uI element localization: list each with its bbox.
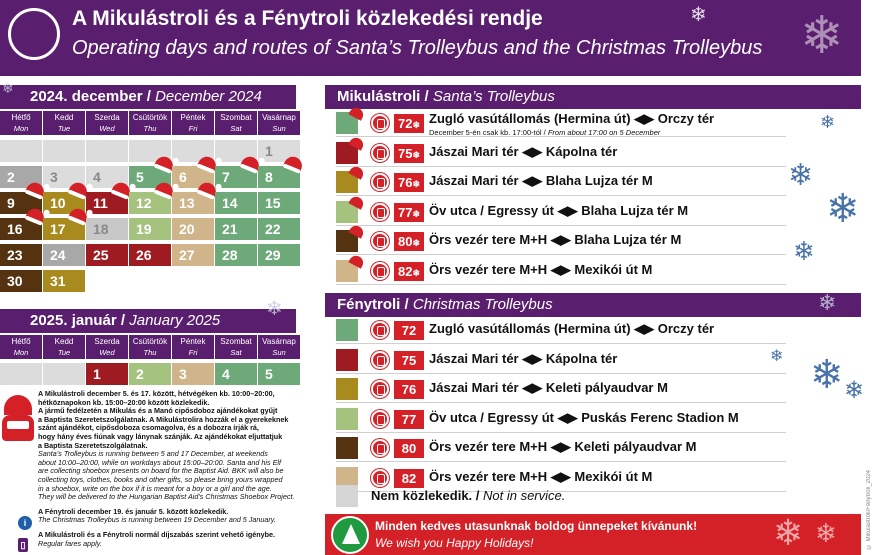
xmas-note-hu: A Fénytroli december 19. és január 5. között közlekedik. [38, 506, 229, 516]
snowflake-icon: ❄ [826, 187, 860, 231]
weekday-label: Hétfő Mon [0, 111, 42, 135]
route-number: 82❄ [394, 262, 424, 281]
calendar-day: 31 [43, 270, 85, 292]
route-row [336, 317, 786, 344]
route-number: 72 [394, 321, 424, 340]
snowflake-icon: ❄ [788, 159, 814, 192]
calendar-day: 2 [0, 166, 42, 188]
route-row [336, 406, 786, 433]
trolleybus-icon [371, 173, 389, 191]
xmas-section-title: Fénytroli / Christmas Trolleybus [325, 293, 861, 317]
route-row [336, 376, 786, 403]
route-number: 82 [394, 469, 424, 488]
route-number: 80 [394, 439, 424, 458]
route-color-swatch [336, 171, 358, 193]
calendar-day: 6 [172, 166, 214, 188]
footer-text-hu: Minden kedves utasunknak boldog ünnepeket kívánunk! [375, 519, 698, 533]
route-number: 75❄ [394, 144, 424, 163]
snowflake-icon: ❄ [2, 80, 14, 96]
calendar-day: 1 [258, 140, 300, 162]
trolleybus-icon [371, 232, 389, 250]
snowflake-icon: ❄ [770, 348, 784, 365]
footer-text-en: We wish you Happy Holidays! [375, 536, 534, 550]
route-name: Jászai Mari tér ◀▶ Kápolna tér [429, 143, 618, 159]
santa-section-title: Mikulástroli / Santa’s Trolleybus [325, 85, 861, 109]
calendar-day: 22 [258, 218, 300, 240]
calendar-day: 13 [172, 192, 214, 214]
route-name: Zugló vasútállomás (Hermina út) ◀▶ Orczy tér [429, 321, 715, 336]
route-name: Jászai Mari tér ◀▶ Kápolna tér [429, 350, 618, 366]
route-row [336, 435, 786, 462]
snowflake-icon: ❄ [820, 112, 836, 132]
route-color-swatch [336, 349, 358, 371]
calendar-day: 27 [172, 244, 214, 266]
calendar-day: 7 [215, 166, 257, 188]
weekday-label: Csütörtök Thu [129, 335, 171, 359]
weekday-label: Péntek Fri [172, 111, 214, 135]
calendar-day: 3 [43, 166, 85, 188]
route-row [336, 228, 786, 255]
route-color-swatch [336, 201, 358, 223]
calendar-empty-cell [43, 363, 85, 385]
route-number: 76 [394, 380, 424, 399]
not-in-service-legend [336, 484, 786, 508]
route-name: Örs vezér tere M+H ◀▶ Mexikói út M [429, 468, 653, 484]
santa-note-en: Santa’s Trolleybus is running between 5 and 17 December, at weekends about 10:00–20:00, while on workdays about 15:00–20:00. Santa and his Elf are collecting shoebox presents on board for the Baptist Aid. BKK will also be collecting toys, clothes, books and other gifts, so please bring yours wrapped in a shoebox, write on the box if it is meant for a boy or a girl and the age. They will be delivered to the Hungarian Baptist Aid’s Christmas Shoebox Project. [38, 449, 295, 502]
route-color-swatch [336, 378, 358, 400]
trolleybus-icon [371, 203, 389, 221]
calendar-day: 16 [0, 218, 42, 240]
snowflake-icon: ❄ [815, 518, 837, 548]
page-title-hu: A Mikulástroli és a Fénytroli közlekedési rendje [72, 7, 543, 30]
snowflake-icon: ❄ [800, 7, 844, 65]
calendar-day: 19 [129, 218, 171, 240]
calendar-day: 2 [129, 363, 171, 385]
holiday-footer [325, 514, 861, 555]
calendar-empty-cell [0, 140, 42, 162]
route-color-swatch [336, 319, 358, 341]
calendar-day: 5 [258, 363, 300, 385]
weekday-label: Hétfő Mon [0, 335, 42, 359]
route-row [336, 258, 786, 285]
calendar-day: 8 [258, 166, 300, 188]
route-color-swatch [336, 112, 358, 134]
weekday-label: Szombat Sat [215, 335, 257, 359]
calendar-day: 1 [86, 363, 128, 385]
calendar-empty-cell [43, 140, 85, 162]
calendar-day: 30 [0, 270, 42, 292]
calendar-day: 29 [258, 244, 300, 266]
calendar-day: 4 [86, 166, 128, 188]
route-note: December 5-én csak kb. 17:00-tól / From about 17:00 on 5 December [429, 128, 661, 137]
calendar-day: 15 [258, 192, 300, 214]
notes-block [38, 390, 328, 548]
snowflake-icon: ❄ [844, 377, 865, 404]
weekday-label: Szerda Wed [86, 335, 128, 359]
santa-note-hu: A Mikulástroli december 5. és 17. között, hétvégéken kb. 10:00–20:00, hétköznapokon kb. 15:00–20:00 között közlekedik. A jármű fedélzetén a Mikulás és a Manó cipősdoboz ajándékokat gyűjt a Baptista Szeretetszolgálatnak. A Mikulástrolira hozzák el a gyerekeknek szánt ajándékot, cipősdoboza csomagolva, és a dobozra írják rá, hogy hány éves fiúnak vagy lánynak szánják. Az ajándékokat eljuttatjuk a Baptista Szeretetszolgálatnak. [38, 389, 289, 450]
trolleybus-icon [371, 410, 389, 428]
route-row [336, 199, 786, 226]
weekday-label: Vasárnap Sun [258, 335, 300, 359]
route-row [336, 169, 786, 196]
route-color-swatch [336, 260, 358, 282]
calendar-day: 25 [86, 244, 128, 266]
trolleybus-icon [371, 144, 389, 162]
xmas-note-en: The Christmas Trolleybus is running between 19 December and 5 January. [38, 515, 276, 525]
page-header [0, 0, 861, 76]
trolleybus-icon [371, 262, 389, 280]
weekday-label: Vasárnap Sun [258, 111, 300, 135]
weekday-label: Péntek Fri [172, 335, 214, 359]
credit-text: © Mikulástroli/Fénytroli_2024 [866, 470, 872, 550]
weekday-label: Szerda Wed [86, 111, 128, 135]
calendar-day: 9 [0, 192, 42, 214]
route-number: 76❄ [394, 173, 424, 192]
ticket-icon: ▯ [18, 538, 28, 552]
trolleybus-icon [371, 321, 389, 339]
weekday-label: Kedd Tue [43, 111, 85, 135]
calendar-day: 3 [172, 363, 214, 385]
calendar-day: 18 [86, 218, 128, 240]
calendar-day: 11 [86, 192, 128, 214]
route-name: Jászai Mari tér ◀▶ Keleti pályaudvar M [429, 380, 668, 395]
december-weekday-header [0, 111, 300, 135]
calendar-empty-cell [86, 140, 128, 162]
snowflake-icon: ❄ [818, 290, 837, 315]
december-calendar [0, 140, 300, 292]
route-number: 77 [394, 410, 424, 429]
january-title: 2025. január / January 2025 [0, 309, 296, 333]
route-name: Örs vezér tere M+H ◀▶ Keleti pályaudvar M [429, 439, 697, 454]
trolleybus-icon [371, 114, 389, 132]
page-title-en: Operating days and routes of Santa’s Trolleybus and the Christmas Trolleybus [72, 37, 763, 59]
santa-trolley-icon [2, 395, 34, 441]
december-title: 2024. december / December 2024 [0, 85, 296, 109]
january-weekday-header [0, 335, 300, 359]
weekday-label: Kedd Tue [43, 335, 85, 359]
route-number: 72❄ [394, 114, 424, 133]
calendar-day: 4 [215, 363, 257, 385]
trolleybus-icon [371, 439, 389, 457]
calendar-day: 26 [129, 244, 171, 266]
calendar-day: 14 [215, 192, 257, 214]
route-row [336, 347, 786, 374]
snowflake-icon: ❄ [810, 353, 844, 397]
info-icon: i [18, 516, 32, 530]
calendar-day: 17 [43, 218, 85, 240]
january-calendar [0, 363, 300, 385]
weekday-label: Szombat Sat [215, 111, 257, 135]
trolleybus-icon [371, 380, 389, 398]
route-name: Zugló vasútállomás (Hermina út) ◀▶ Orczy tér [429, 111, 715, 126]
calendar-day: 24 [43, 244, 85, 266]
weekday-label: Csütörtök Thu [129, 111, 171, 135]
route-name: Jászai Mari tér ◀▶ Blaha Lujza tér M [429, 173, 653, 188]
calendar-day: 28 [215, 244, 257, 266]
calendar-day: 20 [172, 218, 214, 240]
snowflake-icon: ❄ [266, 298, 283, 320]
legend-text: Nem közlekedik. / Not in service. [371, 488, 566, 503]
route-color-swatch [336, 437, 358, 459]
route-name: Örs vezér tere M+H ◀▶ Blaha Lujza tér M [429, 232, 682, 247]
calendar-empty-cell [0, 363, 42, 385]
route-name: Örs vezér tere M+H ◀▶ Mexikói út M [429, 261, 653, 277]
route-number: 75 [394, 351, 424, 370]
route-name: Öv utca / Egressy út ◀▶ Puskás Ferenc Stadion M [429, 409, 739, 425]
legend-swatch [336, 485, 358, 507]
christmas-tree-icon [331, 516, 369, 554]
trolleybus-icon [8, 8, 60, 60]
calendar-day: 23 [0, 244, 42, 266]
calendar-day: 12 [129, 192, 171, 214]
fare-note-hu: A Mikulástroli és a Fénytroli normál díjszabás szerint vehető igénybe. [38, 529, 275, 539]
route-number: 77❄ [394, 203, 424, 222]
route-color-swatch [336, 408, 358, 430]
route-color-swatch [336, 142, 358, 164]
calendar-day: 10 [43, 192, 85, 214]
fare-note-en: Regular fares apply. [38, 538, 102, 548]
route-row [336, 110, 786, 137]
snowflake-icon: ❄ [690, 4, 707, 26]
route-name: Öv utca / Egressy út ◀▶ Blaha Lujza tér M [429, 202, 689, 218]
snowflake-icon: ❄ [793, 236, 815, 266]
route-row [336, 140, 786, 167]
route-number: 80❄ [394, 232, 424, 251]
snowflake-icon: ❄ [773, 512, 804, 553]
calendar-day: 5 [129, 166, 171, 188]
route-color-swatch [336, 230, 358, 252]
calendar-day: 21 [215, 218, 257, 240]
trolleybus-icon [371, 351, 389, 369]
